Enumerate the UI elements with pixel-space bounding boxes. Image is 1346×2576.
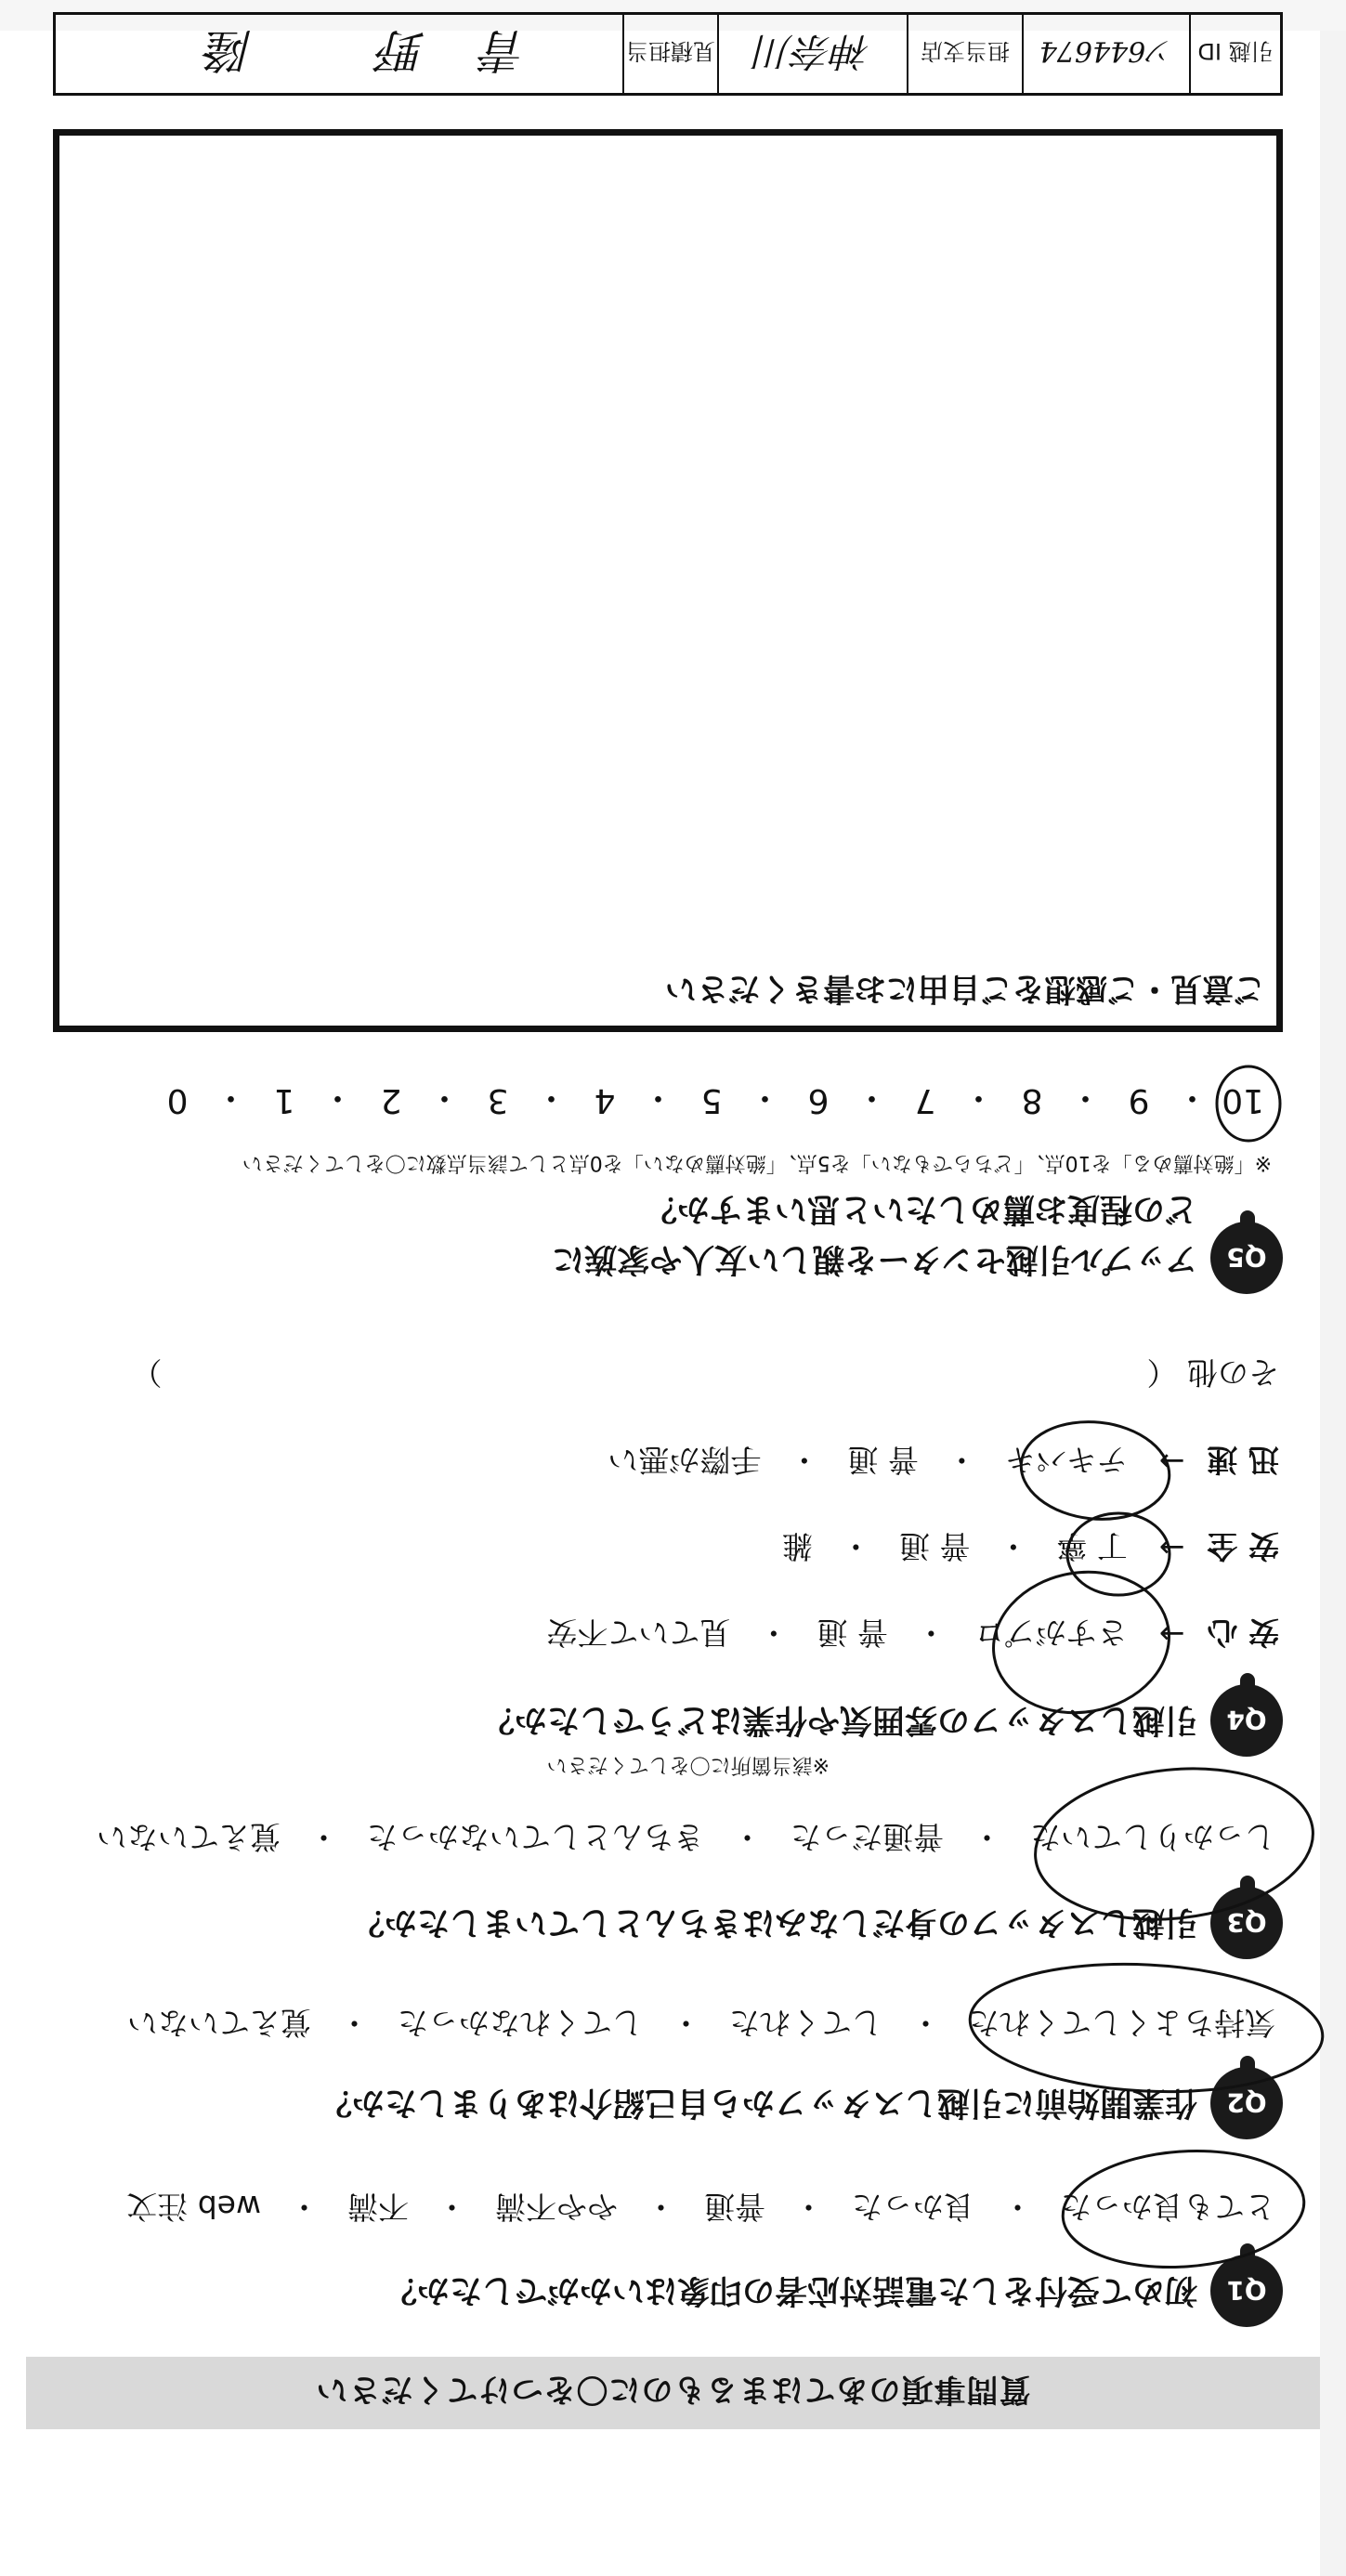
q4-option[interactable]: 手際が悪い [608,1442,762,1478]
q4-option[interactable]: 普 通 [817,1615,888,1651]
q1-option[interactable]: とても良かった [1061,2189,1275,2225]
q4-other-close: ） [131,1354,163,1391]
q4-option[interactable]: 普 通 [898,1528,971,1564]
instruction-banner: 質問事項のあてはまるものに〇をつけてください [26,2357,1320,2429]
q2-option[interactable]: 気持ちよくしてくれた [969,2005,1275,2041]
q3-option[interactable]: しっかりしていた [1030,1819,1275,1855]
q3-option[interactable]: 普通だった [791,1819,944,1855]
q4-option[interactable]: さすがプロ [974,1615,1128,1651]
q2-options: 気持ちよくしてくれた ・ してくれた ・ してくれなかった ・ 覚えていない [124,2003,1279,2046]
q4-row-anzen: 安 全 → 丁 寧 ・ 普 通 ・ 雑 [778,1526,1279,1570]
right-arrow-icon: → [1158,1530,1185,1566]
q1-option[interactable]: やや不満 [495,2189,618,2225]
q5-question-line1: アップル引越センターを親しい友人や家族に [552,1240,1197,1277]
right-arrow-icon: → [1158,1444,1185,1480]
q5-score[interactable]: 6 [807,1081,830,1119]
q5-score[interactable]: 1 [273,1081,295,1119]
q1-selection-circle [1059,2143,1308,2275]
q5-score[interactable]: 2 [380,1081,402,1119]
q3-selection-circle [1027,1756,1320,1932]
q5-score[interactable]: 4 [594,1081,616,1119]
q5-score[interactable]: 7 [914,1081,936,1119]
q5-badge-icon: Q5 [1210,1222,1283,1294]
q3-question: 引越しスタッフの身だしなみはきちんとしていましたか？ [351,1903,1197,1941]
q1-badge-icon: Q1 [1210,2255,1283,2327]
q4-option[interactable]: 雑 [781,1528,813,1564]
q4-option[interactable]: 普 通 [847,1442,919,1478]
move-id-label: 引越 ID [1189,15,1280,93]
q5-score[interactable]: 9 [1128,1081,1150,1119]
q4-row-label: 迅 速 [1207,1442,1279,1478]
q5-score-scale: 10 ・ 9 ・ 8 ・ 7 ・ 6 ・ 5 ・ 4 ・ 3 ・ 2 ・ 1 ・ 0 [159,1077,1264,1124]
q2-option[interactable]: してくれなかった [398,2005,643,2041]
q3-option[interactable]: 覚えていない [97,1819,281,1855]
q4-note: ※該当箇所に〇をしてください [546,1753,830,1776]
q4-jinsoku-selection-circle [1016,1415,1174,1526]
estimator-value: 青野 隆 [150,23,528,77]
q4-badge-icon: Q4 [1210,1684,1283,1757]
q2-option[interactable]: 覚えていない [127,2005,311,2041]
q2-badge-icon: Q2 [1210,2067,1283,2139]
q1-options: とても良かった ・ 良かった ・ 普通 ・ やや不満 ・ 不満 ・ web 注文 [123,2187,1279,2230]
q3-option[interactable]: きちんとしていなかった [367,1819,704,1855]
q4-option[interactable]: 丁 寧 [1056,1528,1128,1564]
move-id-value: ソ644674 [1022,15,1189,93]
q5-selection-circle [1217,1066,1280,1141]
q5-score[interactable]: 8 [1021,1081,1043,1119]
q2-option[interactable]: してくれた [729,2005,882,2041]
q4-option[interactable]: 見ていて不安 [546,1615,731,1651]
q4-other-label: その他 （ [1146,1354,1279,1391]
q1-option[interactable]: 良かった [852,2189,974,2225]
q4-question: 引越しスタッフの雰囲気や作業はどうでしたか？ [481,1701,1197,1738]
q5-score[interactable]: 3 [487,1081,509,1119]
q3-badge-icon: Q3 [1210,1887,1283,1959]
branch-value: 神奈川 [717,15,907,93]
q5-question-line2: どの程度お薦めしたいと思いますか？ [644,1190,1197,1227]
q1-option[interactable]: 不満 [347,2189,409,2225]
q4-option[interactable]: テキパキ [1004,1442,1128,1478]
q4-row-label: 安 全 [1207,1528,1279,1564]
q2-question: 作業開始前に引越しスタッフから自己紹介はありましたか？ [319,2084,1197,2121]
q4-row-anshin: 安 心 → さすがプロ ・ 普 通 ・ 見ていて不安 [542,1613,1279,1656]
right-arrow-icon: → [1158,1616,1185,1653]
q2-selection-circle [967,1955,1326,2100]
q4-row-label: 安 心 [1207,1615,1279,1651]
q4-anzen-selection-circle [1067,1513,1170,1595]
q4-row-jinsoku: 迅 速 → テキパキ ・ 普 通 ・ 手際が悪い [604,1440,1279,1484]
q5-note: ※「絶対薦める」を10点、「どちらでもない」を5点、「絶対薦めない」を0点として該当点数に〇をしてください [242,1151,1272,1174]
branch-label: 担当支店 [907,15,1022,93]
q5-score[interactable]: 0 [166,1081,189,1119]
q5-score[interactable]: 5 [700,1081,723,1119]
q5-score[interactable]: 10 [1222,1081,1264,1119]
q1-option[interactable]: 普通 [704,2189,765,2225]
estimator-label: 見積担当 [622,15,717,93]
q1-question: 初めて受付をした電話対応者の印象はいかがでしたか？ [384,2271,1197,2308]
q1-option[interactable]: web 注文 [126,2189,261,2225]
q3-options: しっかりしていた ・ 普通だった ・ きちんとしていなかった ・ 覚えていない [93,1817,1279,1861]
comment-title: ご意見・ご感想をご自由にお書きください [665,970,1265,1007]
